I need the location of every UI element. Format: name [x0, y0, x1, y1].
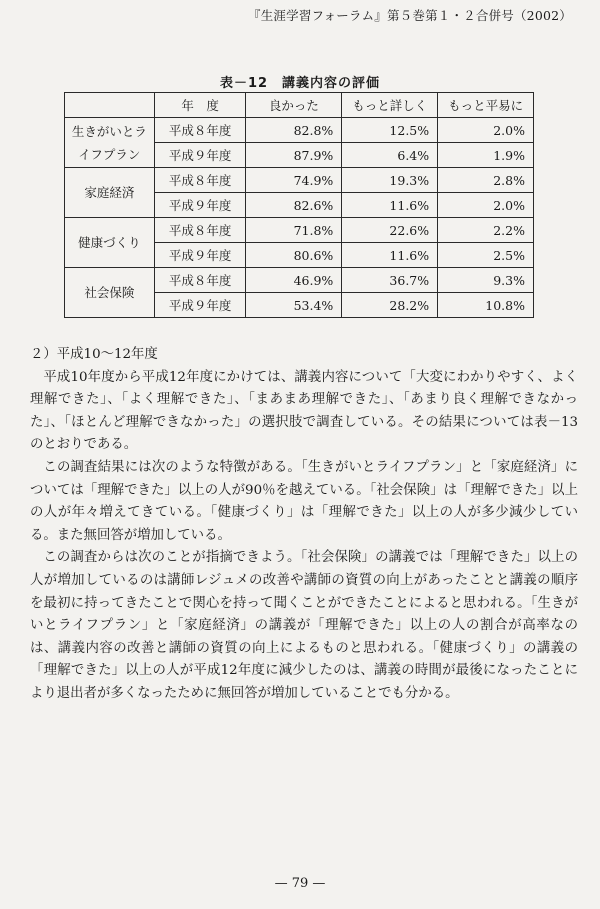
page-number: — 79 — [274, 876, 326, 891]
table-caption: 表－12 講義内容の評価 [219, 76, 381, 91]
value-cell: 6.4% [342, 143, 438, 168]
value-cell: 22.6% [342, 218, 438, 243]
table-row [65, 268, 534, 293]
value-cell: 2.0% [438, 118, 534, 143]
value-cell: 80.6% [246, 243, 342, 268]
year-cell: 平成９年度 [154, 243, 246, 268]
value-cell: 2.0% [438, 193, 534, 218]
value-cell: 11.6% [342, 193, 438, 218]
value-cell: 10.8% [438, 293, 534, 318]
value-cell: 12.5% [342, 118, 438, 143]
value-cell: 74.9% [246, 168, 342, 193]
header-good: 良かった [246, 93, 342, 118]
year-cell: 平成９年度 [154, 193, 246, 218]
value-cell: 82.6% [246, 193, 342, 218]
value-cell: 1.9% [438, 143, 534, 168]
value-cell: 19.3% [342, 168, 438, 193]
value-cell: 2.8% [438, 168, 534, 193]
value-cell: 28.2% [342, 293, 438, 318]
table-header-row [65, 93, 534, 118]
year-cell: 平成８年度 [154, 118, 246, 143]
year-cell: 平成８年度 [154, 218, 246, 243]
value-cell: 82.8% [246, 118, 342, 143]
section-subheading: ２）平成10～12年度 [30, 347, 158, 362]
category-cell: 生きがいとライフプラン [65, 118, 155, 168]
body-paragraph: この調査結果には次のような特徴がある。「生きがいとライフプラン」と「家庭経済」については「理解できた」以上の人が90％を越えている。「社会保険」は「理解できた」以上の人が年々増えてきている。「健康づくり」は「理解できた」以上の人が多少減少している。また無回答が増加している。 [30, 459, 578, 543]
value-cell: 87.9% [246, 143, 342, 168]
body-paragraph: この調査からは次のことが指摘できよう。「社会保険」の講義では「理解できた」以上の人が増加しているのは講師レジュメの改善や講師の資質の向上があったことと講義の順序を最初に持ってきたことで関心を持って聞くことができたことによると思われる。「生きがいとライフプラン」と「家庭経済」の講義が「理解できた」以上の人の割合が高率なのは、講義内容の改善と講師の資質の向上によるものと思われる。「健康づくり」の講義の「理解できた」以上の人が平成12年度に減少したのは、講義の時間が最後になったことにより退出者が多くなったために無回答が増加していることでも分かる。 [30, 550, 578, 701]
year-cell: 平成９年度 [154, 293, 246, 318]
header-category [65, 93, 155, 118]
value-cell: 2.2% [438, 218, 534, 243]
running-header: 『生涯学習フォーラム』第５巻第１・２合併号（2002） [248, 8, 572, 23]
header-more-detail: もっと詳しく [342, 93, 438, 118]
value-cell: 46.9% [246, 268, 342, 293]
header-year: 年 度 [154, 93, 246, 118]
value-cell: 53.4% [246, 293, 342, 318]
value-cell: 36.7% [342, 268, 438, 293]
table-row [65, 168, 534, 193]
category-cell: 家庭経済 [65, 168, 155, 218]
category-cell: 健康づくり [65, 218, 155, 268]
evaluation-table [64, 92, 534, 318]
header-simpler: もっと平易に [438, 93, 534, 118]
year-cell: 平成９年度 [154, 143, 246, 168]
year-cell: 平成８年度 [154, 168, 246, 193]
year-cell: 平成８年度 [154, 268, 246, 293]
value-cell: 2.5% [438, 243, 534, 268]
value-cell: 11.6% [342, 243, 438, 268]
value-cell: 9.3% [438, 268, 534, 293]
body-paragraph: 平成10年度から平成12年度にかけては、講義内容について「大変にわかりやすく、よく理解できた」、「よく理解できた」、「まあまあ理解できた」、「あまり良く理解できなかった」、「ほとんど理解できなかった」の選択肢で調査している。その結果については表－13のとおりである。 [30, 369, 578, 453]
table-row [65, 118, 534, 143]
value-cell: 71.8% [246, 218, 342, 243]
body-section [30, 344, 578, 706]
table-row [65, 218, 534, 243]
category-cell: 社会保険 [65, 268, 155, 318]
